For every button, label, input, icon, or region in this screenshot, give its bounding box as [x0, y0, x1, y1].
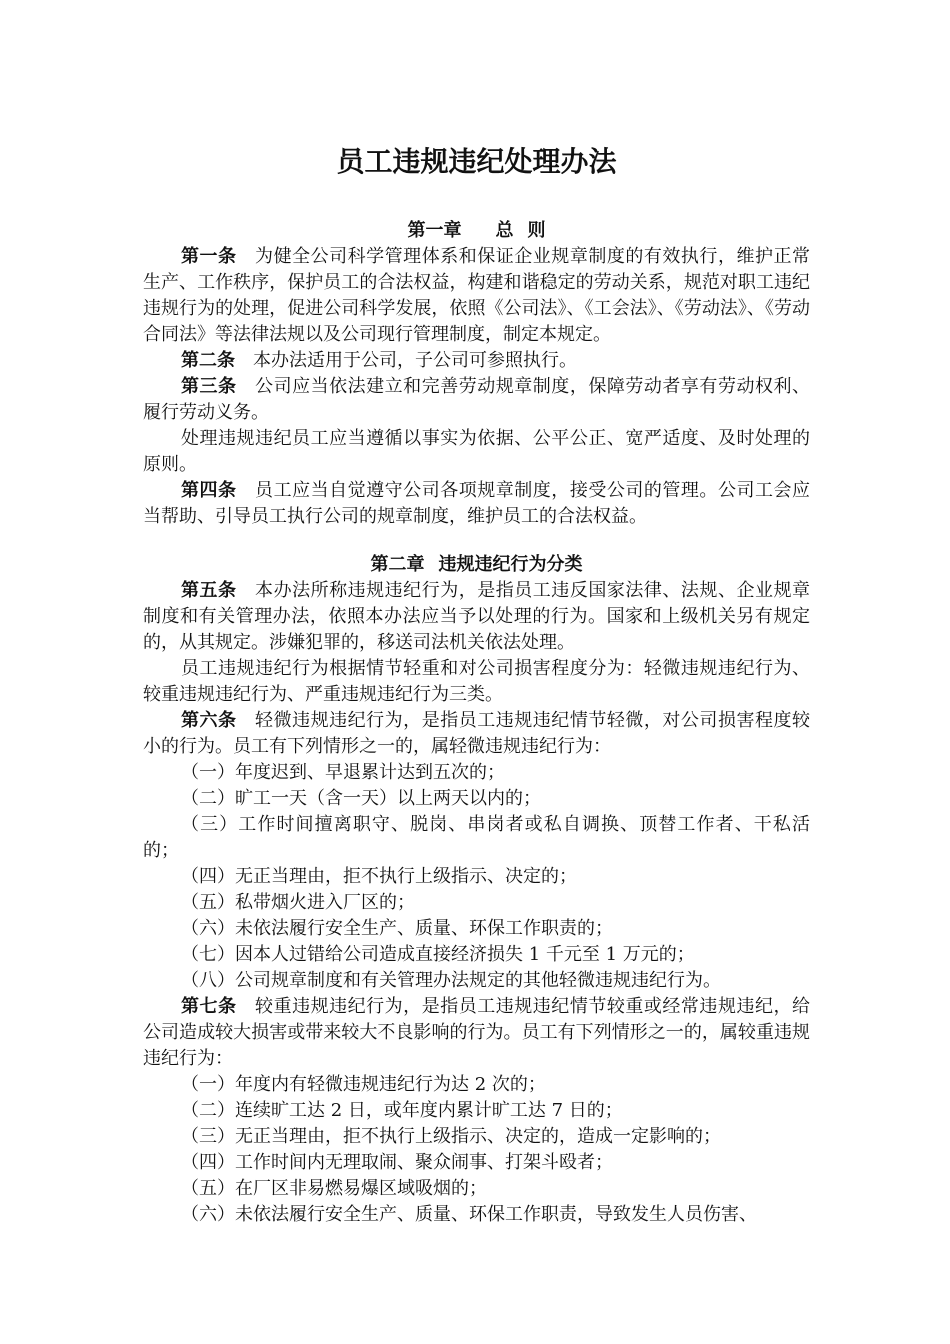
document-title: 员工违规违纪处理办法	[336, 145, 617, 178]
article-label: 第六条	[181, 710, 237, 731]
article-text: 轻微违规违纪行为，是指员工违规违纪情节轻微，对公司损害程度较小的行为。员工有下列情形之一的，属轻微违规违纪行为：	[143, 710, 810, 757]
article-paragraph	[143, 578, 810, 656]
list-item: （五）私带烟火进入厂区的；	[181, 892, 415, 913]
article-text: 员工应当自觉遵守公司各项规章制度，接受公司的管理。公司工会应当帮助、引导员工执行公司的规章制度，维护员工的合法权益。	[143, 480, 810, 527]
list-item: （一）年度内有轻微违规违纪行为达 2 次的；	[181, 1074, 546, 1095]
document-page	[143, 140, 810, 1228]
article-label: 第三条	[181, 376, 237, 397]
list-item: （二）连续旷工达 2 日，或年度内累计旷工达 7 日的；	[181, 1100, 623, 1121]
list-item: （五）在厂区非易燃易爆区域吸烟的；	[181, 1178, 487, 1199]
list-item: （六）未依法履行安全生产、质量、环保工作职责，导致发生人员伤害、	[181, 1204, 757, 1225]
article-text: 本办法适用于公司，子公司可参照执行。	[253, 350, 577, 371]
chapter-title-char: 总	[495, 220, 514, 241]
chapter-title: 违规违纪行为分类	[438, 554, 583, 575]
article-text: 为健全公司科学管理体系和保证企业规章制度的有效执行，维护正常生产、工作秩序，保护员工的合法权益，构建和谐稳定的劳动关系，规范对职工违纪违规行为的处理，促进公司科学发展，依照《公司法》、《工会法》、《劳动法》、《劳动合同法》等法律法规以及公司现行管理制度，制定本规定。	[143, 246, 810, 345]
article-paragraph	[143, 374, 810, 426]
chapter-heading	[143, 218, 810, 244]
article-label: 第二条	[181, 350, 235, 371]
article-label: 第一条	[181, 246, 237, 267]
chapter-title-char: 则	[527, 220, 546, 241]
list-item: （三）无正当理由，拒不执行上级指示、决定的，造成一定影响的；	[181, 1126, 721, 1147]
body-paragraph: 处理违规违纪员工应当遵循以事实为依据、公平公正、宽严适度、及时处理的原则。	[143, 428, 810, 475]
article-label: 第七条	[181, 996, 237, 1017]
article-label: 第五条	[181, 580, 237, 601]
article-text: 本办法所称违规违纪行为，是指员工违反国家法律、法规、企业规章制度和有关管理办法，依照本办法应当予以处理的行为。国家和上级机关另有规定的，从其规定。涉嫌犯罪的，移送司法机关依法处理。	[143, 580, 810, 653]
article-text: 公司应当依法建立和完善劳动规章制度，保障劳动者享有劳动权利、履行劳动义务。	[143, 376, 810, 423]
list-item: （四）无正当理由，拒不执行上级指示、决定的；	[181, 866, 577, 887]
article-paragraph	[143, 244, 810, 348]
list-item: （四）工作时间内无理取闹、聚众闹事、打架斗殴者；	[181, 1152, 613, 1173]
article-paragraph	[143, 348, 810, 374]
list-item: （八）公司规章制度和有关管理办法规定的其他轻微违规违纪行为。	[181, 970, 721, 991]
article-label: 第四条	[181, 480, 237, 501]
list-item: （一）年度迟到、早退累计达到五次的；	[181, 762, 505, 783]
chapter-number: 第一章	[407, 220, 462, 241]
body-paragraph: 员工违规违纪行为根据情节轻重和对公司损害程度分为：轻微违规违纪行为、较重违规违纪行为、严重违规违纪行为三类。	[143, 658, 810, 705]
article-text: 较重违规违纪行为，是指员工违规违纪情节较重或经常违规违纪，给公司造成较大损害或带来较大不良影响的行为。员工有下列情形之一的，属较重违规违纪行为：	[143, 996, 810, 1069]
article-paragraph	[143, 708, 810, 760]
chapter-heading	[143, 552, 810, 578]
chapter-number: 第二章	[370, 554, 425, 575]
list-item: （六）未依法履行安全生产、质量、环保工作职责的；	[181, 918, 613, 939]
list-item: （二）旷工一天（含一天）以上两天以内的；	[181, 788, 541, 809]
article-paragraph	[143, 994, 810, 1072]
list-item: （七）因本人过错给公司造成直接经济损失 1 千元至 1 万元的；	[181, 944, 695, 965]
article-paragraph	[143, 478, 810, 530]
list-item: （三）工作时间擅离职守、脱岗、串岗者或私自调换、顶替工作者、干私活的；	[143, 814, 810, 861]
